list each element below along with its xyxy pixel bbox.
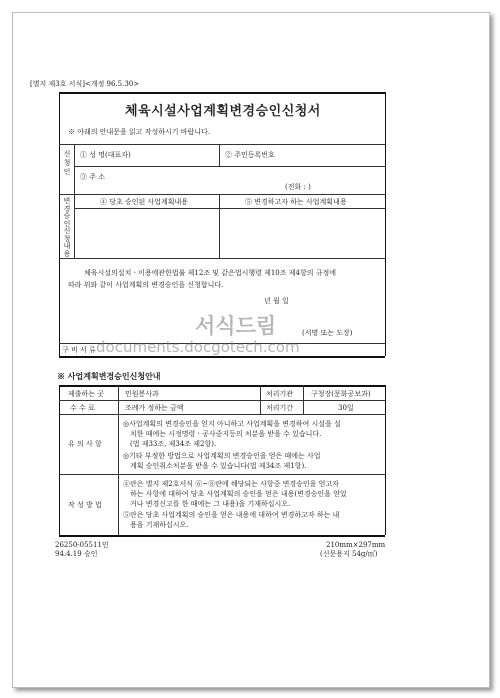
guide-border-left xyxy=(59,385,60,535)
method-line-5: 용을 기재하십시오. xyxy=(130,521,189,529)
applicant-side-label: 신청인 xyxy=(63,150,71,176)
fee-label: 수 수 료 xyxy=(70,404,95,412)
form-reference: [별지 제3호 서식]<개정 96.5.30> xyxy=(30,80,140,88)
signature-field[interactable]: (서명 또는 도장) xyxy=(302,329,353,337)
applicant-bottom-line xyxy=(59,194,385,195)
method-line-4: ⑤란은 당초 사업계획의 승인을 얻은 내용에 대하여 변경하고자 하는 내 xyxy=(123,511,340,519)
caution-label: 유 의 사 항 xyxy=(68,440,102,448)
caution-line-5: 계획 승인취소처분을 받을 수 있습니다(법 제34조 제1항). xyxy=(130,462,307,470)
top-rule xyxy=(59,92,385,94)
form-border-right xyxy=(385,92,386,356)
resident-id-field[interactable]: ② 주민등록번호 xyxy=(225,151,275,159)
phone-field[interactable]: (전화 : ) xyxy=(285,183,311,191)
method-line-2: 하는 사항에 대하여 당초 사업계획의 승인을 얻은 내용(변경승인을 얻었 xyxy=(130,490,347,498)
guide-border-right xyxy=(385,385,386,535)
caution-line-2: 치한 때에는 시정명령ㆍ공사중지등의 처분을 받을 수 있습니다. xyxy=(130,430,322,438)
submit-place-label: 제출하는 곳 xyxy=(68,390,105,398)
changed-plan-header: ⑤ 변경하고자 하는 사업계획내용 xyxy=(245,198,347,206)
plan-column-divider xyxy=(219,194,220,258)
guide-top-rule xyxy=(59,385,385,387)
statement-line-1: 체육시설의설치ㆍ이용에관한법률 제12조 및 같은법시행령 제10조 제4항의 규정에 xyxy=(84,269,337,277)
caution-line-3: (법 제33조, 제34조 제2항). xyxy=(130,440,217,448)
applicant-mid-line xyxy=(74,166,385,167)
original-plan-header: ④ 당초 승인된 사업계획내용 xyxy=(100,198,189,206)
applicant-top-line xyxy=(59,144,385,145)
approval-date: 94.4.19 승인 xyxy=(55,550,98,558)
paper-size: 210mm×297mm xyxy=(326,541,386,549)
address-field[interactable]: ③ 주 소 xyxy=(80,173,105,181)
guide-label-divider xyxy=(118,385,119,535)
form-code: 26250-05511민 xyxy=(55,541,109,549)
documents-label: 구 비 서 류 xyxy=(62,346,96,354)
changed-plan-input[interactable] xyxy=(221,210,383,256)
form-title: 체육시설사업계획변경승인신청서 xyxy=(125,104,321,119)
guide-row-line-1 xyxy=(59,400,385,401)
name-id-divider xyxy=(219,144,220,166)
submit-place-value: 민원봉사과 xyxy=(125,390,159,398)
application-date[interactable]: 년 월 일 xyxy=(264,297,289,305)
name-field[interactable]: ① 성 명(대표자) xyxy=(80,151,131,159)
statement-line-2: 따라 위와 같이 사업계획의 변경승인을 신청합니다. xyxy=(68,281,224,289)
form-border-left xyxy=(59,92,60,356)
caution-line-4: ◎기타 부정한 방법으로 사업계획의 변경승인을 얻은 때에는 사업 xyxy=(123,452,321,460)
processing-agency-label: 처리기관 xyxy=(266,390,294,398)
plan-side-label: 변경승인신청내용 xyxy=(63,197,71,258)
guide-row-line-2 xyxy=(59,414,385,415)
plan-header-line xyxy=(74,208,385,209)
watermark-url: documents.docgotech.com xyxy=(96,338,300,356)
guide-bottom-rule xyxy=(59,535,385,537)
plan-side-divider xyxy=(74,194,75,258)
method-line-3: 거나 변경신고를 한 때에는 그 내용)을 기재하십시오. xyxy=(130,500,291,508)
guide-row-line-3 xyxy=(59,474,385,475)
watermark-title: 서식드림 xyxy=(195,314,277,338)
paper-type: (신문용지 54g/㎡) xyxy=(320,550,378,558)
method-line-1: ④란은 별지 제2호서식 ⑥~⑧란에 해당되는 사항중 변경승인을 얻고자 xyxy=(123,480,339,488)
processing-period-label: 처리기간 xyxy=(266,404,294,412)
notice-text: ※ 아래의 안내문을 읽고 작성하시기 바랍니다. xyxy=(68,128,211,136)
method-label: 작 성 방 법 xyxy=(68,501,102,509)
form-bottom-rule xyxy=(59,356,385,358)
plan-bottom-line xyxy=(59,258,385,259)
caution-line-1: ◎사업계획의 변경승인을 얻지 아니하고 사업계획을 변경하여 시설을 설 xyxy=(123,420,341,428)
fee-value: 조례가 정하는 금액 xyxy=(125,404,184,412)
original-plan-input[interactable] xyxy=(76,210,217,256)
processing-agency-value: 구청장(문화공보과) xyxy=(311,390,371,398)
processing-period-value: 30일 xyxy=(338,404,354,412)
guide-heading: ※ 사업계획변경승인신청안내 xyxy=(57,371,161,381)
applicant-side-divider xyxy=(74,144,75,194)
